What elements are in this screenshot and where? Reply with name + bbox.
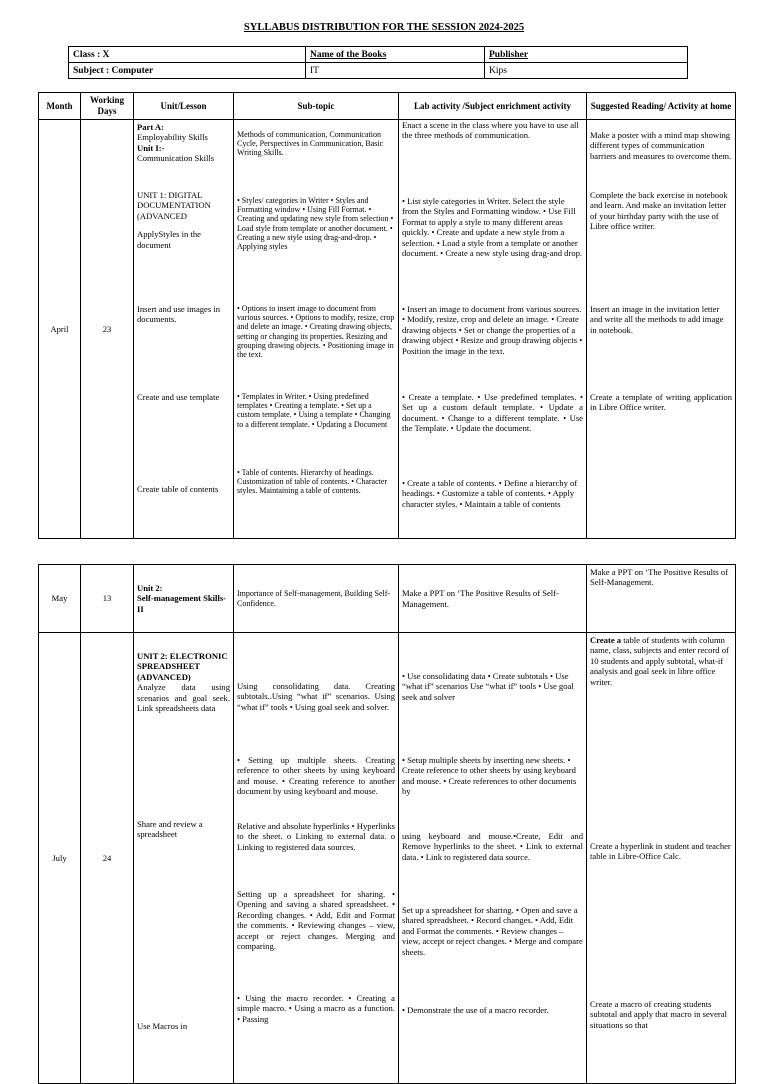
home-cell: Create a macro of creating students subtotal and apply that macro in several situations so that [587,991,736,1084]
unit-title: UNIT 2: ELECTRONIC SPREADSHEET (ADVANCED) [137,651,228,682]
unit-subtitle: Analyze data using scenarios and goal seek. Link spreadsheets data [137,682,230,714]
lab-cell: Set up a spreadsheet for sharing. • Open and save a shared spreadsheet. • Record changes. • Add, Edit and Format the comments. • Review changes – view, accept or reject changes. • Merge and compare sheets. [399,887,587,991]
header-subtopic: Sub-topic [234,93,399,120]
info-table [68,46,688,79]
lab-cell: Enact a scene in the class where you have to use all the three methods of communication. [399,120,587,189]
unit-number: Unit I:- [137,142,165,153]
publisher-label: Publisher [485,47,688,63]
unit-cell [134,887,234,991]
subtopic-cell: • Table of contents. Hierarchy of headings. Customization of table of contents. • Character styles. Maintaining a table of contents. [234,466,399,539]
unit-cell [134,565,234,633]
subtopic-cell: • Templates in Writer. • Using predefined templates • Creating a template. • Set up a custom template. • Using a template • Changing to a different template. • Updating a Document [234,384,399,466]
month-cell: April [39,120,81,539]
home-cell: Make a PPT on ‘The Positive Results of Self-Management. [587,565,736,633]
header-lab-activity: Lab activity /Subject enrichment activity [399,93,587,120]
books-label: Name of the Books [306,47,485,63]
unit-cell: Create table of contents [134,466,234,539]
unit-cell: Share and review a spreadsheet [134,819,234,887]
unit-title: Communication Skills [137,153,215,164]
header-month: Month [39,93,81,120]
home-cell: Create a hyperlink in student and teacher table in Libre-Office Calc. [587,819,736,887]
unit-name: Employability Skills [137,132,208,143]
subtopic-cell: Using consolidating data. Creating subtotals..Using “what if” scenarios. Using “what if” tools • Using goal seek and solver. [234,633,399,754]
header-working-days: Working Days [81,93,134,120]
home-cell [587,466,736,539]
subtopic-cell: • Using the macro recorder. • Creating a simple macro. • Using a macro as a function. • Passing [234,991,399,1084]
unit-cell [134,120,234,189]
lab-cell: • Insert an image to document from various sources. • Modify, resize, crop and delete an image. • Create drawing objects • Set or change the properties of a drawing object • Resize and group drawing objects • Position the image in the text. [399,290,587,384]
book-value: IT [306,63,485,79]
lab-cell: • Create a template. • Use predefined templates. • Set up a custom default template. • Update a document. • Change to a different template. • Use the Template. • Update the document. [399,384,587,466]
unit-cell [134,633,234,754]
subtopic-cell: Setting up a spreadsheet for sharing. • Opening and saving a shared spreadsheet. • Recording changes. • Add, Edit and Format the comments. • Reviewing changes – view, accept or reject changes. Merging and comparing. [234,887,399,991]
month-cell: July [39,633,81,1084]
home-cell: Complete the back exercise in notebook and learn. And make an invitation letter of your birthday party with the use of Libre office writer. [587,188,736,290]
home-emphasis: Create a [590,635,622,645]
unit-title: Self-management Skills-II [137,593,227,614]
lab-cell: • List style categories in Writer. Select the style from the Styles and Formatting window. • Use Fill Format to apply a style to many different areas quickly. • Create and update a new style from a selection. • Load a style from a template or another document. • Create a new style using drag-and drop. [399,188,587,290]
unit-cell: Create and use template [134,384,234,466]
subtopic-cell: • Styles/ categories in Writer • Styles and Formatting window • Using Fill Format. • Creating and updating new style from selection • Load style from template or another document. • Creating a new style using drag-and-drop. • Applying styles [234,188,399,290]
lab-cell: • Use consolidating data • Create subtotals • Use “what if” scenarios Use “what if” tools • Use goal seek and solver [399,633,587,754]
may-july-table [38,564,736,1084]
unit-title: UNIT 1: DIGITAL DOCUMENTATION (ADVANCED [137,190,211,221]
class-label: Class : X [69,47,306,63]
lab-cell: • Create a table of contents. • Define a hierarchy of headings. • Customize a table of contents. • Apply character styles. • Maintain a table of contents [399,466,587,539]
header-unit: Unit/Lesson [134,93,234,120]
home-cell: Make a poster with a mind map showing different types of communication barriers and measures to overcome them. [587,120,736,189]
lab-cell: using keyboard and mouse.•Create, Edit and Remove hyperlinks to the sheet. • Link to external data. • Link to registered data source. [399,819,587,887]
subtopic-cell: Methods of communication, Communication Cycle, Perspectives in Communication, Basic Writing Skills. [234,120,399,189]
subtopic-cell: • Options to insert image to document from various sources. • Options to modify, resize, crop and delete an image. • Creating drawing objects, setting or changing its properties. Resizing and grouping drawing objects. • Positioning image in the text. [234,290,399,384]
subtopic-cell: • Setting up multiple sheets. Creating reference to other sheets by using keyboard and mouse. • Creating reference to another document by using keyboard and mouse. [234,753,399,819]
publisher-value: Kips [485,63,688,79]
home-cell: Insert an image in the invitation letter and write all the methods to add image in notebook. [587,290,736,384]
home-cell [587,633,736,820]
days-cell: 13 [81,565,134,633]
lab-cell: • Demonstrate the use of a macro recorder. [399,991,587,1084]
unit-cell [134,753,234,819]
home-cell [587,887,736,991]
page-title: SYLLABUS DISTRIBUTION FOR THE SESSION 2024-2025 [243,22,525,33]
unit-subtitle: ApplyStyles in the document [137,229,201,250]
subtopic-cell: Relative and absolute hyperlinks • Hyperlinks to the sheet. o Linking to external data. o Linking to registered data sources. [234,819,399,887]
days-cell: 23 [81,120,134,539]
header-suggested-reading: Suggested Reading/ Activity at home [587,93,736,120]
lab-cell: Make a PPT on ‘The Positive Results of Self-Management. [399,565,587,633]
unit-cell: Insert and use images in documents. [134,290,234,384]
subject-label: Subject : Computer [69,63,306,79]
month-cell: May [39,565,81,633]
home-cell: Create a template of writing application in Libre Office writer. [587,384,736,466]
unit-part: Part A: [137,122,164,132]
home-text: table of students with column name, class, subjects and enter record of 10 students and apply subtotal, what-if analysis and goal seek in libre office writer. [590,635,729,687]
unit-cell [134,188,234,290]
april-table [38,92,736,539]
subtopic-cell: Importance of Self-management, Building Self-Confidence. [234,565,399,633]
lab-cell: • Setup multiple sheets by inserting new sheets. • Create reference to other sheets by using keyboard and mouse. • Create references to other documents by [399,753,587,819]
unit-cell: Use Macros in [134,991,234,1084]
days-cell: 24 [81,633,134,1084]
unit-number: Unit 2: [137,582,163,593]
